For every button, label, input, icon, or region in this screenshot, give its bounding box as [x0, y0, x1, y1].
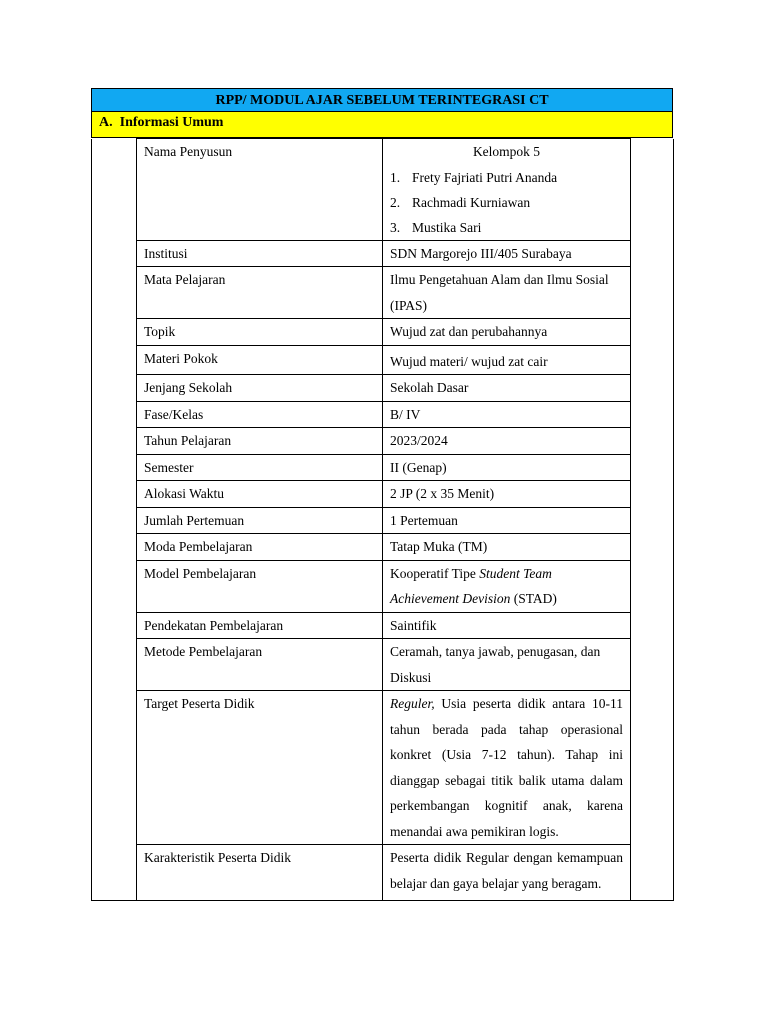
row-label: Pendekatan Pembelajaran	[137, 612, 383, 639]
section-title: Informasi Umum	[119, 115, 224, 130]
row-value: 2023/2024	[383, 428, 631, 455]
row-label: Materi Pokok	[137, 345, 383, 375]
table-row	[92, 560, 674, 612]
row-label: Mata Pelajaran	[137, 267, 383, 319]
row-value: Saintifik	[383, 612, 631, 639]
list-item: 2. Rachmadi Kurniawan	[390, 194, 531, 210]
table-row	[92, 240, 674, 267]
row-label: Metode Pembelajaran	[137, 639, 383, 691]
row-label: Moda Pembelajaran	[137, 534, 383, 561]
row-value-target: Reguler, Usia peserta didik antara 10-11 tahun berada pada tahap operasional konkret (Usia 7-12 tahun). Tahap ini dianggap sebagai titik balik utama dalam perkembangan kognitif anak, karena menandai awa pemikiran logis.	[383, 691, 631, 845]
row-label: Tahun Pelajaran	[137, 428, 383, 455]
row-label: Semester	[137, 454, 383, 481]
list-item: 3. Mustika Sari	[390, 219, 482, 235]
section-header	[91, 112, 673, 138]
row-value: Ilmu Pengetahuan Alam dan Ilmu Sosial (IPAS)	[383, 267, 631, 319]
row-value: Wujud materi/ wujud zat cair	[383, 345, 631, 375]
row-label: Institusi	[137, 240, 383, 267]
row-label: Alokasi Waktu	[137, 481, 383, 508]
right-gutter	[631, 139, 674, 901]
row-value: Sekolah Dasar	[383, 375, 631, 402]
lesson-plan-document	[91, 88, 673, 901]
general-info-table	[91, 138, 674, 901]
table-row	[92, 319, 674, 346]
row-label: Target Peserta Didik	[137, 691, 383, 845]
row-value-model: Kooperatif Tipe Student Team Achievement Devision (STAD)	[383, 560, 631, 612]
table-row	[92, 428, 674, 455]
row-value: B/ IV	[383, 401, 631, 428]
row-label: Nama Penyusun	[137, 139, 383, 241]
italic-term: Student Team Achievement Devision	[390, 565, 552, 606]
row-value: 2 JP (2 x 35 Menit)	[383, 481, 631, 508]
row-label: Model Pembelajaran	[137, 560, 383, 612]
table-row	[92, 267, 674, 319]
list-item: 1. Frety Fajriati Putri Ananda	[390, 169, 558, 185]
table-row	[92, 534, 674, 561]
table-row	[92, 639, 674, 691]
table-row	[92, 612, 674, 639]
row-value: 1 Pertemuan	[383, 507, 631, 534]
table-row	[92, 454, 674, 481]
row-value: Wujud zat dan perubahannya	[383, 319, 631, 346]
row-label: Fase/Kelas	[137, 401, 383, 428]
row-label: Topik	[137, 319, 383, 346]
member-list	[390, 165, 623, 240]
row-label: Jenjang Sekolah	[137, 375, 383, 402]
table-row	[92, 139, 674, 241]
table-row	[92, 691, 674, 845]
document-title: RPP/ MODUL AJAR SEBELUM TERINTEGRASI CT	[91, 88, 673, 112]
row-value-penyusun	[383, 139, 631, 241]
row-value: SDN Margorejo III/405 Surabaya	[383, 240, 631, 267]
table-row	[92, 845, 674, 901]
group-name: Kelompok 5	[472, 144, 541, 159]
table-row	[92, 507, 674, 534]
row-label: Karakteristik Peserta Didik	[137, 845, 383, 901]
section-letter: A.	[99, 115, 113, 130]
italic-term: Reguler,	[390, 696, 435, 711]
table-row	[92, 401, 674, 428]
table-row	[92, 345, 674, 375]
table-row	[92, 375, 674, 402]
row-label: Jumlah Pertemuan	[137, 507, 383, 534]
left-gutter	[92, 139, 137, 901]
row-value: Peserta didik Regular dengan kemampuan belajar dan gaya belajar yang beragam.	[383, 845, 631, 901]
row-value: Tatap Muka (TM)	[383, 534, 631, 561]
table-row	[92, 481, 674, 508]
row-value: Ceramah, tanya jawab, penugasan, dan Diskusi	[383, 639, 631, 691]
row-value: II (Genap)	[383, 454, 631, 481]
